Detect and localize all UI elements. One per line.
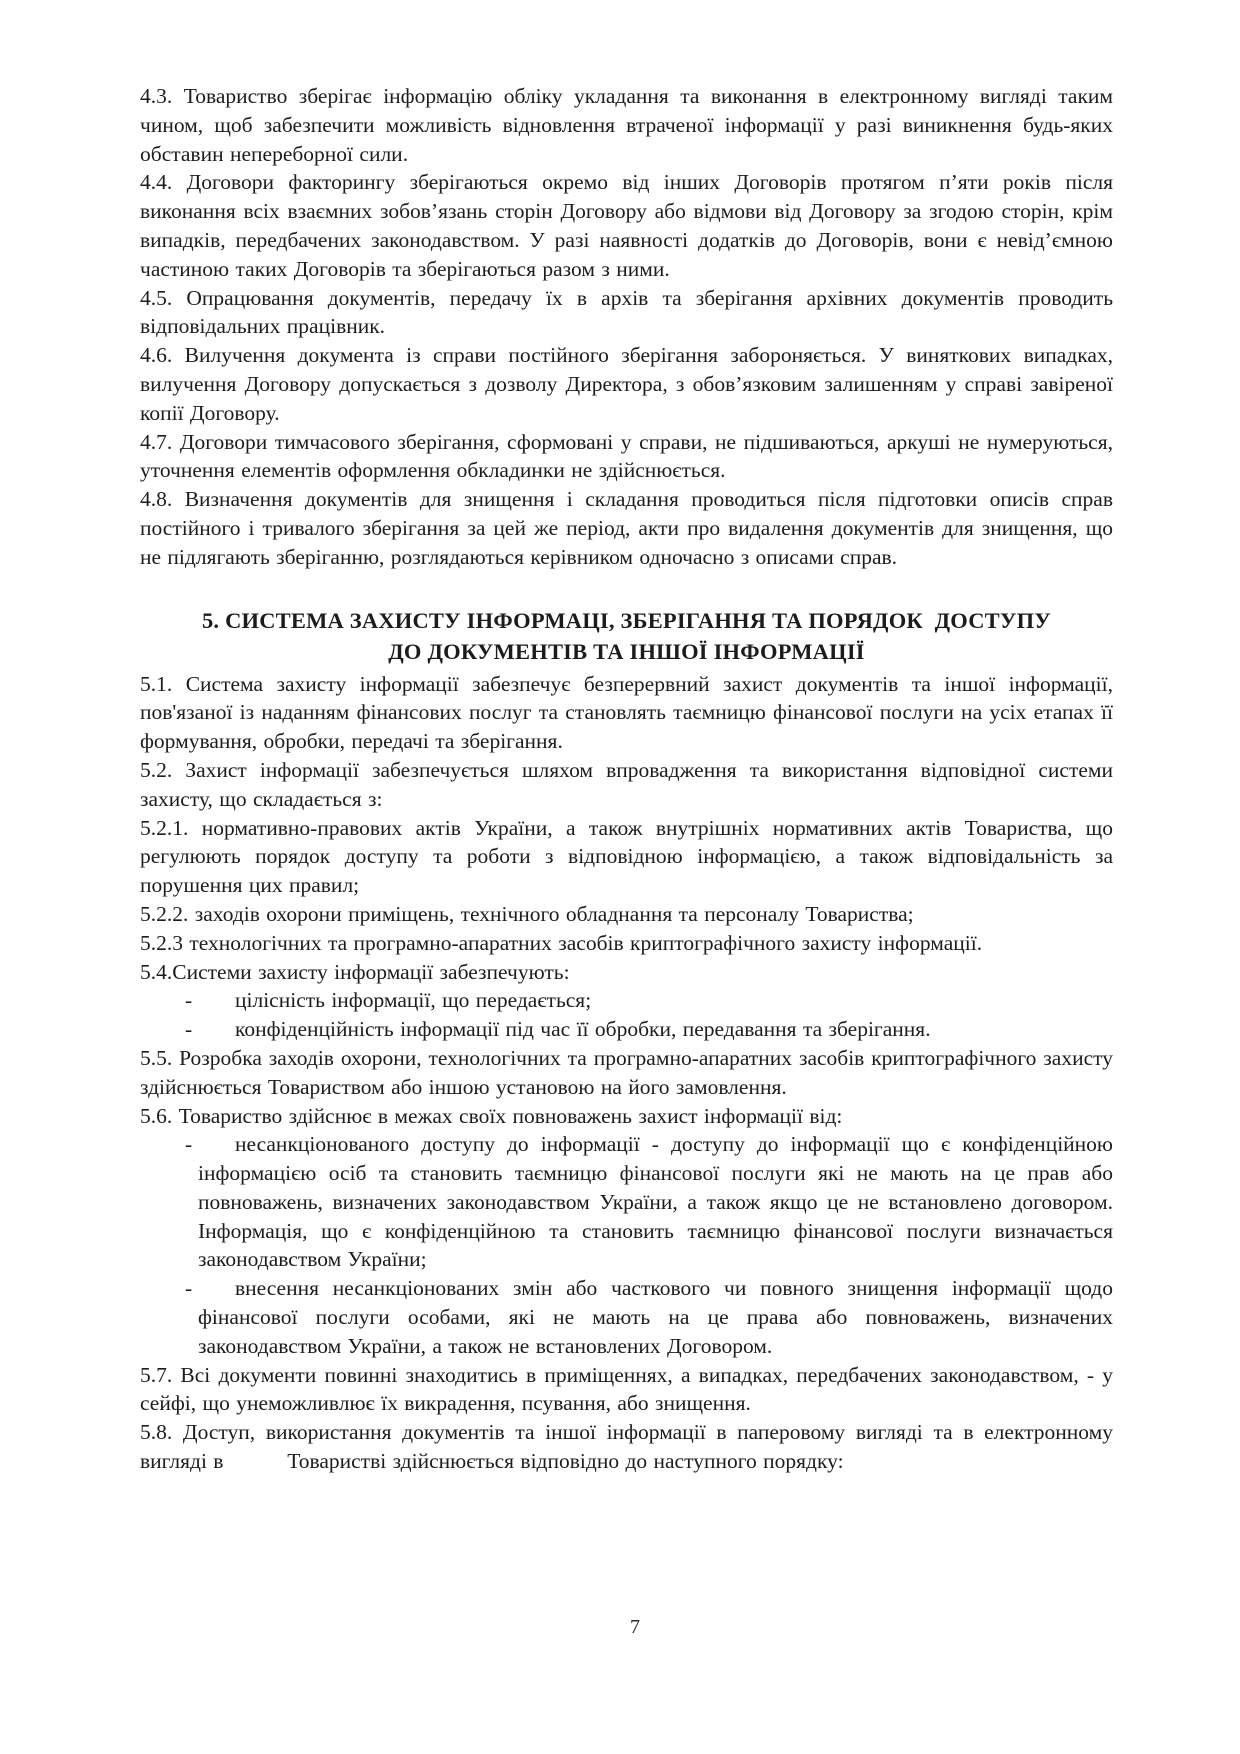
list-item (140, 1015, 1113, 1044)
paragraph: 4.3. Товариство зберігає інформацію обліку укладання та виконання в електронному вигляді таким чином, щоб забезпечити можливість відновлення втраченої інформації у разі виникнення будь-яких обставин непереборної сили. (140, 84, 1113, 166)
paragraph: 5.7. Всі документи повинні знаходитись в приміщеннях, а випадках, передбачених законодавством, - у сейфі, що унеможливлює їх викрадення, псування, або знищення. (140, 1362, 1113, 1416)
paragraph: 4.7. Договори тимчасового зберігання, сформовані у справи, не підшиваються, аркуші не нумеруються, уточнення елементів оформлення обкладинки не здійснюється. (140, 429, 1113, 483)
section-heading (140, 605, 1113, 667)
paragraph: 4.8. Визначення документів для знищення і складання проводиться після підготовки описів справ постійного і тривалого зберігання за цей же період, акти про видалення документів для знищення, що не підлягають зберіганню, розглядаються керівником одночасно з описами справ. (140, 487, 1113, 569)
paragraph: 5.2. Захист інформації забезпечується шляхом впровадження та використання відповідної системи захисту, що складається з: (140, 757, 1113, 811)
paragraph: 5.2.1. нормативно-правових актів України, а також внутрішніх нормативних актів Товариства, що регулюють порядок доступу та роботи з відповідною інформацією, а також відповідальність за порушення цих правил; (140, 815, 1113, 898)
list-item (140, 986, 1113, 1015)
paragraph: 4.5. Опрацювання документів, передачу їх в архів та зберігання архівних документів проводить відповідальних працівник. (140, 285, 1113, 339)
bullet-dash: - (185, 1276, 193, 1301)
bullet-dash: - (185, 1132, 193, 1157)
paragraph: 5.8. Доступ, використання документів та іншої інформації в паперовому вигляді та в електронному вигляді в Товаристві здійснюється відповідно до наступного порядку: (140, 1420, 1113, 1474)
paragraph: 4.6. Вилучення документа із справи постійного зберігання забороняється. У виняткових випадках, вилучення Договору допускається з дозволу Директора, з обов’язковим залишенням у справі завіреної копії Договору. (140, 343, 1113, 425)
paragraph: 5.1. Система захисту інформації забезпечує безперервний захист документів та іншої інформації, пов'язаної із наданням фінансових послуг та становлять таємницю фінансової послуги на усіх етапах її формування, обробки, передачі та зберігання. (140, 671, 1113, 754)
section-heading-line: 5. СИСТЕМА ЗАХИСТУ ІНФОРМАЦІ, ЗБЕРІГАННЯ ТА ПОРЯДОК ДОСТУПУ (201, 607, 1052, 633)
paragraph: 4.4. Договори факторингу зберігаються окремо від інших Договорів протягом п’яти років після виконання всіх взаємних зобов’язань сторін Договору або відмови від Договору за згодою сторін, крім випадків, передбачених законодавством. У разі наявності додатків до Договорів, вони є невід’ємною частиною таких Договорів та зберігаються разом з ними. (140, 170, 1113, 281)
paragraph: 5.2.2. заходів охорони приміщень, технічного обладнання та персоналу Товариства; (140, 901, 914, 926)
paragraph: 5.4.Системи захисту інформації забезпечують: (140, 959, 570, 984)
bullet-dash: - (185, 988, 193, 1013)
section-heading-line: ДО ДОКУМЕНТІВ ТА ІНШОЇ ІНФОРМАЦІЇ (388, 638, 865, 664)
bullet-dash: - (185, 1017, 193, 1042)
list-item-text: цілісність інформації, що передається; (235, 988, 592, 1013)
list-item (140, 1130, 1113, 1274)
paragraph: 5.6. Товариство здійснює в межах своїх повноважень захист інформації від: (140, 1103, 843, 1128)
list-item-text: внесення несанкціонованих змін або часткового чи повного знищення інформації щодо фінансової послуги особами, які не мають на це права або повноважень, визначених законодавством України, а також не встановлених Договором. (198, 1276, 1113, 1358)
document-body (140, 82, 1113, 1476)
page-number: 7 (630, 1616, 640, 1638)
paragraph: 5.5. Розробка заходів охорони, технологічних та програмно-апаратних засобів криптографічного захисту здійснюється Товариством або іншою установою на його замовлення. (140, 1045, 1113, 1099)
paragraph: 5.2.3 технологічних та програмно-апаратних засобів криптографічного захисту інформації. (140, 930, 983, 955)
list-item-text: конфіденційність інформації під час її обробки, передавання та зберігання. (235, 1017, 931, 1042)
list-item-text: несанкціонованого доступу до інформації - доступу до інформації що є конфіденційною інформацією осіб та становить таємницю фінансової послуги які не мають на це прав або повноважень, визначених законодавством України, а також якщо це не встановлено договором. Інформація, що є конфіденційною та становить таємницю фінансової послуги визначається законодавством України; (198, 1132, 1113, 1272)
list-item (140, 1274, 1113, 1360)
